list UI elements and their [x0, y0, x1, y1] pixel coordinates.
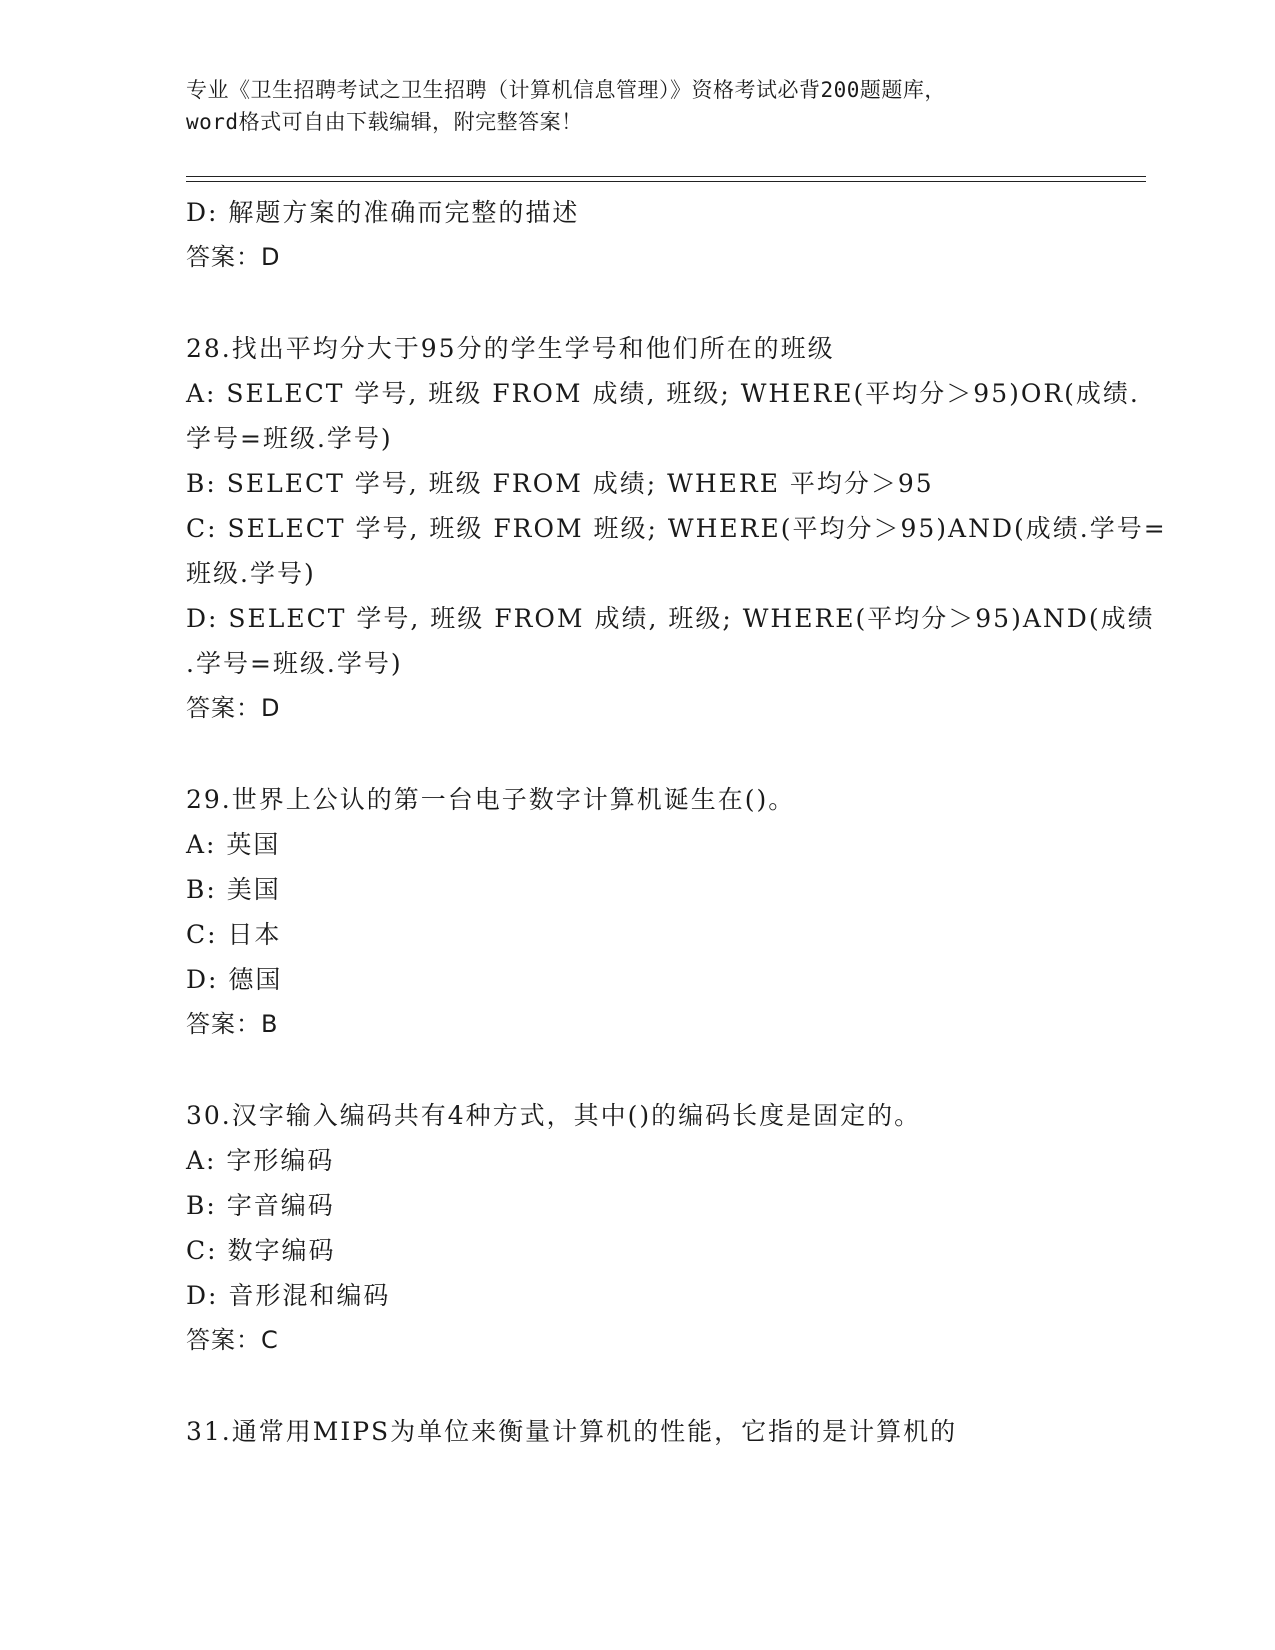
option-b: B: 字音编码: [186, 1191, 335, 1220]
option-d-line-2: .学号=班级.学号): [186, 649, 403, 678]
option-a-line-1: A: SELECT 学号, 班级 FROM 成绩, 班级; WHERE(平均分＞95)OR(成绩.: [186, 379, 1140, 408]
question-31: [186, 1409, 1106, 1454]
question-text: 29.世界上公认的第一台电子数字计算机诞生在()。: [186, 785, 796, 814]
option-c: C: 数字编码: [186, 1236, 336, 1265]
question-text: 28.找出平均分大于95分的学生学号和他们所在的班级: [186, 334, 835, 363]
answer: 答案：B: [186, 1010, 279, 1038]
answer: 答案：D: [186, 694, 281, 722]
option-d-line-1: D: SELECT 学号, 班级 FROM 成绩, 班级; WHERE(平均分＞95)AND(成绩: [186, 604, 1155, 633]
option-d: D: 解题方案的准确而完整的描述: [186, 198, 580, 227]
header-rule-bottom: [186, 181, 1146, 182]
question-30: [186, 1093, 1106, 1363]
option-c: C: 日本: [186, 920, 282, 949]
option-a: A: 英国: [186, 830, 281, 859]
question-29: [186, 777, 1106, 1047]
option-a: A: 字形编码: [186, 1146, 335, 1175]
question-text: 31.通常用MIPS为单位来衡量计算机的性能，它指的是计算机的: [186, 1417, 958, 1446]
option-d: D: 音形混和编码: [186, 1281, 391, 1310]
option-d: D: 德国: [186, 965, 283, 994]
question-28: [186, 326, 1167, 731]
header-rule-top: [186, 176, 1146, 177]
answer: 答案：D: [186, 243, 281, 271]
document-body: [186, 190, 1167, 1454]
document-header: [186, 74, 1086, 138]
header-line-2: word格式可自由下载编辑，附完整答案！: [186, 110, 583, 134]
option-b: B: 美国: [186, 875, 281, 904]
option-b: B: SELECT 学号, 班级 FROM 成绩; WHERE 平均分＞95: [186, 469, 934, 498]
answer: 答案：C: [186, 1326, 279, 1354]
option-c-line-1: C: SELECT 学号, 班级 FROM 班级; WHERE(平均分＞95)AND(成绩.学号=: [186, 514, 1167, 543]
header-line-1: 专业《卫生招聘考试之卫生招聘（计算机信息管理）》资格考试必背200题题库，: [186, 78, 946, 102]
option-a-line-2: 学号=班级.学号): [186, 424, 393, 453]
option-c-line-2: 班级.学号): [186, 559, 316, 588]
question-27-tail: [186, 190, 1106, 280]
question-text: 30.汉字输入编码共有4种方式，其中()的编码长度是固定的。: [186, 1101, 922, 1130]
